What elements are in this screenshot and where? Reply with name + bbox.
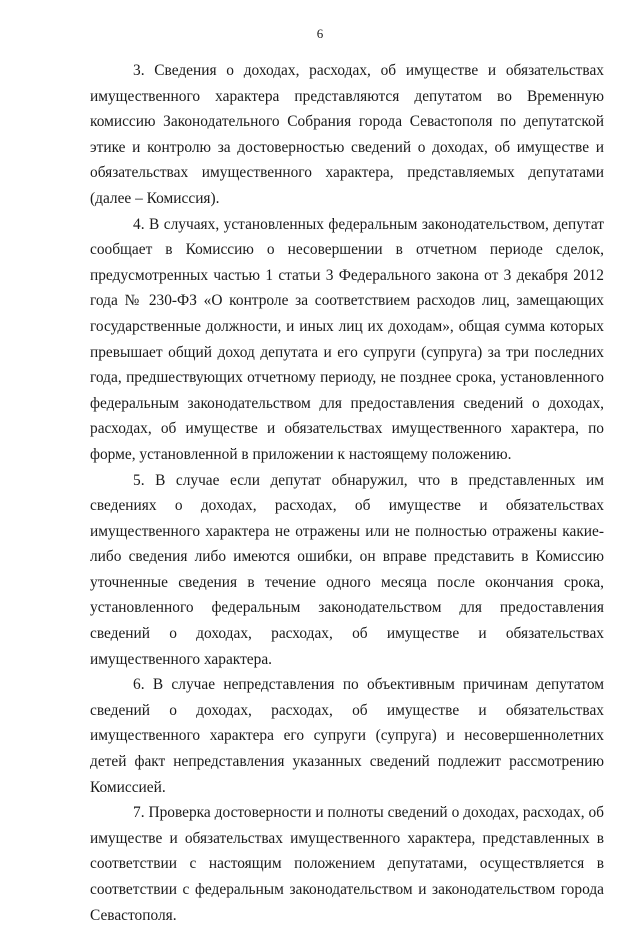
paragraph-item-5: 5. В случае если депутат обнаружил, что в представленных им сведениях о доходах, расходах, об имуществе и обязательствах имущественного характера не отражены или не полностью отражены какие-либо сведения либо имеются ошибки, он вправе представить в Комиссию уточненные сведения в течение одного месяца после окончания срока, установленного федеральным законодательством для предоставления сведений о доходах, расходах, об имуществе и обязательствах имущественного характера.: [90, 471, 604, 668]
document-body: [90, 58, 604, 928]
paragraph-item-6: 6. В случае непредставления по объективным причинам депутатом сведений о доходах, расходах, об имуществе и обязательствах имущественного характера его супруги (супруга) и несовершеннолетних детей факт непредставления указанных сведений подлежит рассмотрению Комиссией.: [90, 676, 604, 796]
paragraph-item-4: 4. В случаях, установленных федеральным законодательством, депутат сообщает в Комиссию о несовершении в отчетном периоде сделок, предусмотренных частью 1 статьи 3 Федерального закона от 3 декабря 2012 года № 230-ФЗ «О контроле за соответствием расходов лиц, замещающих государственные должности, и иных лиц их доходам», общая сумма которых превышает общий доход депутата и его супруги (супруга) за три последних года, предшествующих отчетному периоду, не позднее срока, установленного федеральным законодательством для предоставления сведений о доходах, расходах, об имуществе и обязательствах имущественного характера, по форме, установленной в приложении к настоящему положению.: [90, 215, 604, 463]
paragraph-item-3: 3. Сведения о доходах, расходах, об имуществе и обязательствах имущественного характера представляются депутатом во Временную комиссию Законодательного Собрания города Севастополя по депутатской этике и контролю за достоверностью сведений о доходах, об имуществе и обязательствах имущественного характера, представляемых депутатами (далее – Комиссия).: [90, 62, 604, 207]
page-number: 6: [316, 26, 324, 41]
paragraph-item-7: 7. Проверка достоверности и полноты сведений о доходах, расходах, об имуществе и обязательствах имущественного характера, представленных в соответствии с настоящим положением депутатами, осуществляется в соответствии с федеральным законодательством и законодательством города Севастополя.: [90, 804, 604, 924]
